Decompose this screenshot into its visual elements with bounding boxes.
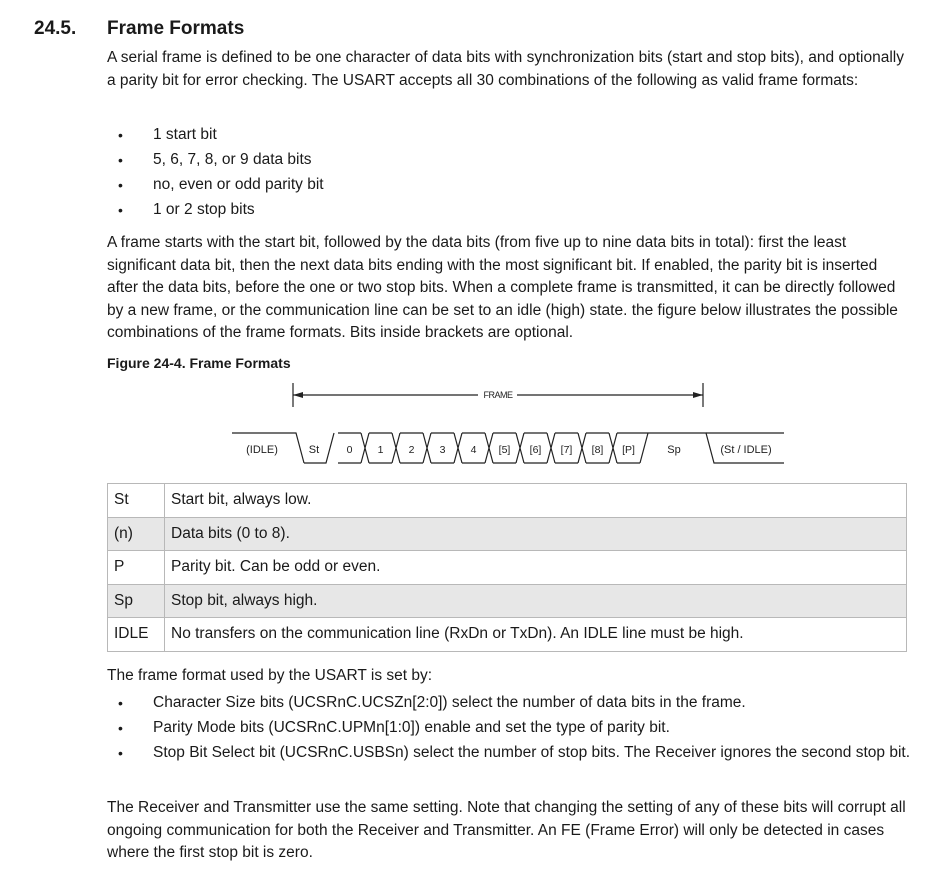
list-item: • Character Size bits (UCSRnC.UCSZn[2:0]) select the number of data bits in the frame.	[107, 692, 910, 715]
frame-label: FRAME	[483, 390, 513, 400]
bit-transition	[547, 433, 555, 463]
bit-transition	[609, 433, 617, 463]
legend-symbol: (n)	[108, 517, 165, 551]
table-row	[108, 517, 907, 551]
list-item: • no, even or odd parity bit	[107, 174, 324, 197]
section-number: 24.5.	[34, 18, 77, 39]
bit-label: 4	[470, 444, 477, 456]
legend-symbol: St	[108, 484, 165, 518]
bit-label: [5]	[498, 444, 511, 456]
bit-label: 3	[439, 444, 446, 456]
list-item: • 1 or 2 stop bits	[107, 199, 324, 222]
settings-list	[107, 692, 910, 767]
section-title: Frame Formats	[107, 18, 245, 39]
table-row	[108, 551, 907, 585]
list-item: • Stop Bit Select bit (UCSRnC.USBSn) select the number of stop bits. The Receiver ignores the second stop bit.	[107, 742, 910, 765]
bit-transition	[516, 433, 524, 463]
bit-transition	[485, 433, 493, 463]
description-paragraph: A frame starts with the start bit, followed by the data bits (from five up to nine data bits in total): first the least significant data bit, then the next data bits ending with the most significant bit. If enabled, the parity bit is inserted after the data bits, before the one or two stop bits. When a complete frame is transmitted, it can be directly followed by a new frame, or the communication line can be set to an idle (high) state. the figure below illustrates the possible combinations of the frame formats. Bits inside brackets are optional.	[107, 234, 898, 341]
legend-symbol: Sp	[108, 584, 165, 618]
list-item: • 5, 6, 7, 8, or 9 data bits	[107, 149, 324, 172]
stop-transition	[640, 433, 648, 463]
bit-label: [P]	[622, 444, 635, 456]
end-label: (St / IDLE)	[720, 444, 772, 456]
bit-label: 2	[408, 444, 415, 456]
legend-meaning: No transfers on the communication line (RxDn or TxDn). An IDLE line must be high.	[165, 618, 907, 652]
bit-label: 0	[346, 444, 353, 456]
legend-symbol: P	[108, 551, 165, 585]
bit-label: [7]	[560, 444, 573, 456]
frame-format-list	[107, 124, 324, 224]
frame-format-diagram	[0, 375, 945, 480]
bit-transition	[392, 433, 400, 463]
frame-arrow-left-icon	[293, 392, 303, 398]
bit-transition	[454, 433, 462, 463]
stop-bit-label: Sp	[667, 444, 681, 456]
legend-table	[107, 483, 907, 652]
list-item: • 1 start bit	[107, 124, 324, 147]
legend-meaning: Data bits (0 to 8).	[165, 517, 907, 551]
table-row	[108, 484, 907, 518]
bit-transition	[361, 433, 369, 463]
closing-paragraph: The Receiver and Transmitter use the same setting. Note that changing the setting of any of these bits will corrupt all ongoing communication for both the Receiver and Transmitter. An FE (Frame Error) will only be detected in cases where the first stop bit is zero.	[107, 799, 906, 861]
legend-symbol: IDLE	[108, 618, 165, 652]
frame-arrow-right-icon	[693, 392, 703, 398]
list-item: • Parity Mode bits (UCSRnC.UPMn[1:0]) enable and set the type of parity bit.	[107, 717, 910, 740]
table-row	[108, 584, 907, 618]
bit-transition	[423, 433, 431, 463]
bit-label: [6]	[529, 444, 542, 456]
bit-label: [8]	[591, 444, 604, 456]
legend-meaning: Parity bit. Can be odd or even.	[165, 551, 907, 585]
bit-label: 1	[377, 444, 384, 456]
settings-intro: The frame format used by the USART is set by:	[107, 667, 433, 684]
bit-transition	[578, 433, 586, 463]
intro-paragraph: A serial frame is defined to be one character of data bits with synchronization bits (start and stop bits), and optionally a parity bit for error checking. The USART accepts all 30 combinations of the following as valid frame formats:	[107, 49, 904, 89]
legend-meaning: Start bit, always low.	[165, 484, 907, 518]
start-bit-label: St	[308, 444, 320, 456]
figure-caption: Figure 24-4. Frame Formats	[107, 355, 291, 371]
idle-label: (IDLE)	[246, 444, 278, 456]
table-row	[108, 618, 907, 652]
legend-meaning: Stop bit, always high.	[165, 584, 907, 618]
